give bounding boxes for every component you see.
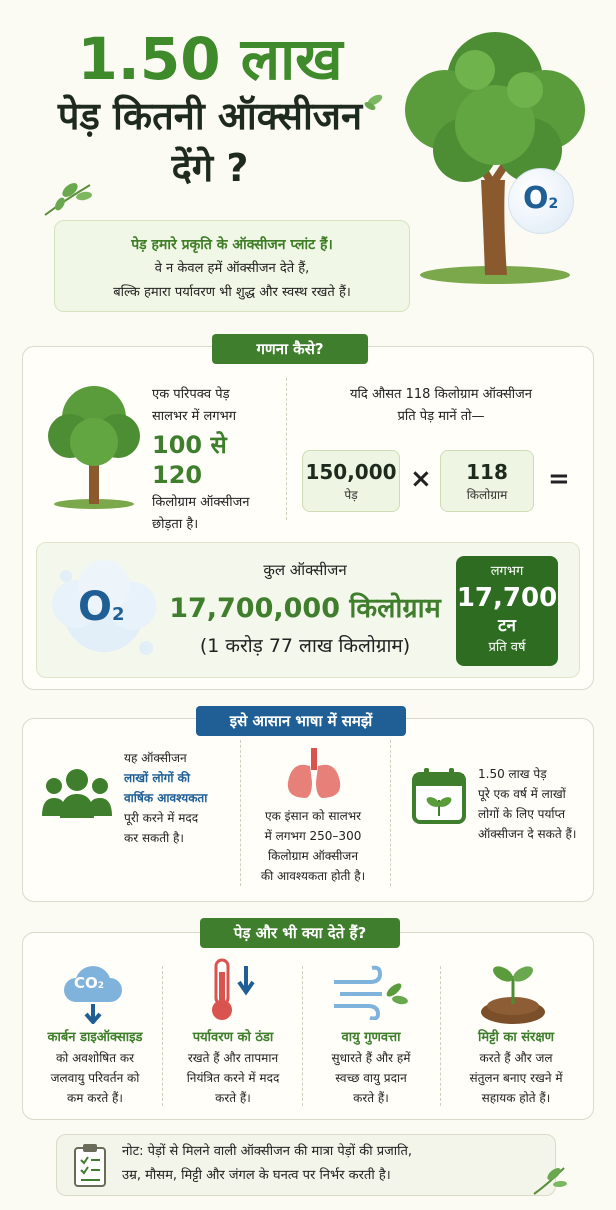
benefit-title: मिट्टी का संरक्षण — [477, 1030, 555, 1045]
people-line-4: पूरी करने में मदद — [124, 811, 199, 825]
benefit-title: पर्यावरण को ठंडा — [192, 1030, 274, 1045]
people-line-5: कर सकती है। — [124, 831, 184, 845]
divider — [440, 966, 441, 1106]
tree-line-2: सालभर में लगभग — [152, 409, 237, 424]
divider — [302, 966, 303, 1106]
human-line-4: की आवश्यकता होती है। — [260, 869, 366, 883]
note-line-2: उम्र, मौसम, मिट्टी और जंगल के घनत्व पर निर्भर करती है। — [122, 1168, 391, 1183]
kg-unit: किलोग्राम — [466, 488, 508, 502]
lungs-icon — [284, 746, 344, 802]
trees-line-1: 1.50 लाख पेड़ — [478, 767, 547, 781]
o2-subscript: 2 — [548, 196, 559, 212]
tree-icon — [385, 20, 600, 285]
trees-unit: पेड़ — [344, 488, 358, 502]
o2-symbol-large — [78, 584, 125, 630]
total-value: 17,700,000 किलोग्राम — [169, 593, 441, 624]
divider — [240, 740, 241, 886]
kg-per-tree-box — [440, 450, 534, 512]
title-line-2: पेड़ कितनी ऑक्सीजन — [57, 94, 363, 138]
ton-approx: लगभग — [490, 564, 524, 579]
benefit-line: सुधारते हैं और हमें — [331, 1051, 411, 1065]
title-line-1: 1.50 लाख — [77, 25, 343, 93]
divider — [286, 378, 287, 520]
total-label: कुल ऑक्सीजन — [263, 561, 347, 579]
note-text — [122, 1140, 542, 1188]
soil-sprout-icon — [478, 956, 548, 1026]
people-line-2: लाखों लोगों की — [124, 771, 190, 785]
human-line-1: एक इंसान को सालभर — [264, 809, 362, 823]
benefit-carbon — [30, 1028, 160, 1108]
benefit-air — [306, 1028, 436, 1108]
human-line-3: किलोग्राम ऑक्सीजन — [268, 849, 358, 863]
tree-line-3: किलोग्राम ऑक्सीजन — [152, 495, 250, 510]
assumption-text — [296, 384, 586, 428]
o2-symbol: O — [78, 584, 113, 630]
o2-symbol: O — [523, 181, 549, 216]
tree-oxygen-text — [152, 384, 282, 536]
benefit-line: संतुलन बनाए रखने में — [469, 1071, 563, 1085]
equals-sign: = — [548, 464, 570, 494]
benefit-soil — [446, 1028, 586, 1108]
title-line-3: देंगे ? — [171, 146, 249, 190]
people-need-text — [124, 748, 254, 848]
ton-unit: टन — [497, 616, 516, 636]
trees-year-text — [478, 764, 594, 844]
benefit-line: रखते हैं और तापमान — [187, 1051, 279, 1065]
o2-bubble-icon — [508, 168, 574, 234]
ton-value: 17,700 — [456, 583, 558, 613]
oxygen-range: 100 से 120 — [152, 431, 227, 489]
human-need-text — [248, 806, 378, 886]
co2-label: CO — [74, 974, 98, 992]
tree-line-1: एक परिपक्व पेड़ — [152, 387, 230, 402]
ton-per-year: प्रति वर्ष — [488, 640, 526, 655]
trees-line-3: लोगों के लिए पर्याप्त — [478, 807, 566, 821]
calculation-pill: गणना कैसे? — [212, 334, 368, 364]
people-group-icon — [40, 766, 114, 822]
human-line-2: में लगभग 250–300 — [264, 829, 362, 843]
benefits-pill: पेड़ और भी क्या देते हैं? — [200, 918, 400, 948]
leaf-sprig-icon — [530, 1160, 570, 1198]
leaf-sprig-icon — [40, 170, 100, 220]
benefit-line: करते हैं। — [353, 1091, 389, 1105]
people-line-3: वार्षिक आवश्यकता — [124, 791, 208, 805]
o2-subscript: 2 — [112, 604, 125, 625]
multiply-sign: × — [410, 464, 432, 494]
intro-box — [54, 220, 410, 312]
trees-line-2: पूरे एक वर्ष में लाखों — [478, 787, 566, 801]
total-subtext: (1 करोड़ 77 लाख किलोग्राम) — [199, 635, 411, 657]
benefit-line: नियंत्रित करने में मदद — [186, 1071, 280, 1085]
benefit-line: करते हैं और जल — [479, 1051, 553, 1065]
benefit-line: सहायक होते हैं। — [481, 1091, 551, 1105]
divider — [162, 966, 163, 1106]
intro-line-1: पेड़ हमारे प्रकृति के ऑक्सीजन प्लांट हैं। — [131, 237, 333, 253]
benefit-line: जलवायु परिवर्तन को — [50, 1071, 140, 1085]
benefit-title: वायु गुणवत्ता — [341, 1030, 401, 1045]
thermometer-icon — [204, 956, 260, 1024]
divider — [390, 740, 391, 886]
wind-icon — [330, 960, 410, 1020]
tree-line-4: छोड़ता है। — [152, 517, 199, 532]
co2-subscript: 2 — [97, 981, 105, 991]
tons-per-year-badge — [456, 556, 558, 666]
benefit-title: कार्बन डाइऑक्साइड — [47, 1030, 143, 1045]
trees-line-4: ऑक्सीजन दे सकते हैं। — [478, 827, 577, 841]
benefit-line: को अवशोषित कर — [55, 1051, 135, 1065]
people-line-1: यह ऑक्सीजन — [124, 751, 187, 765]
intro-line-3: बल्कि हमारा पर्यावरण भी शुद्ध और स्वस्थ रखते हैं। — [113, 285, 351, 300]
assumption-line-2: प्रति पेड़ मानें तो— — [397, 409, 485, 424]
kg-per-tree: 118 — [466, 460, 508, 484]
benefit-cooling — [168, 1028, 298, 1108]
assumption-line-1: यदि औसत 118 किलोग्राम ऑक्सीजन — [350, 387, 532, 402]
clipboard-icon — [72, 1142, 108, 1188]
trees-count: 150,000 — [305, 460, 397, 484]
co2-symbol — [74, 974, 104, 992]
small-tree-icon — [42, 378, 144, 510]
calendar-leaf-icon — [410, 766, 468, 826]
benefit-line: स्वच्छ वायु प्रदान — [335, 1071, 407, 1085]
simple-language-pill: इसे आसान भाषा में समझें — [196, 706, 406, 736]
intro-line-2: वे न केवल हमें ऑक्सीजन देते हैं, — [154, 261, 310, 276]
trees-count-box — [302, 450, 400, 512]
note-line-1: नोट: पेड़ों से मिलने वाली ऑक्सीजन की मात्रा पेड़ों की प्रजाति, — [122, 1144, 413, 1159]
benefit-line: करते हैं। — [215, 1091, 251, 1105]
benefit-line: कम करते हैं। — [67, 1091, 123, 1105]
